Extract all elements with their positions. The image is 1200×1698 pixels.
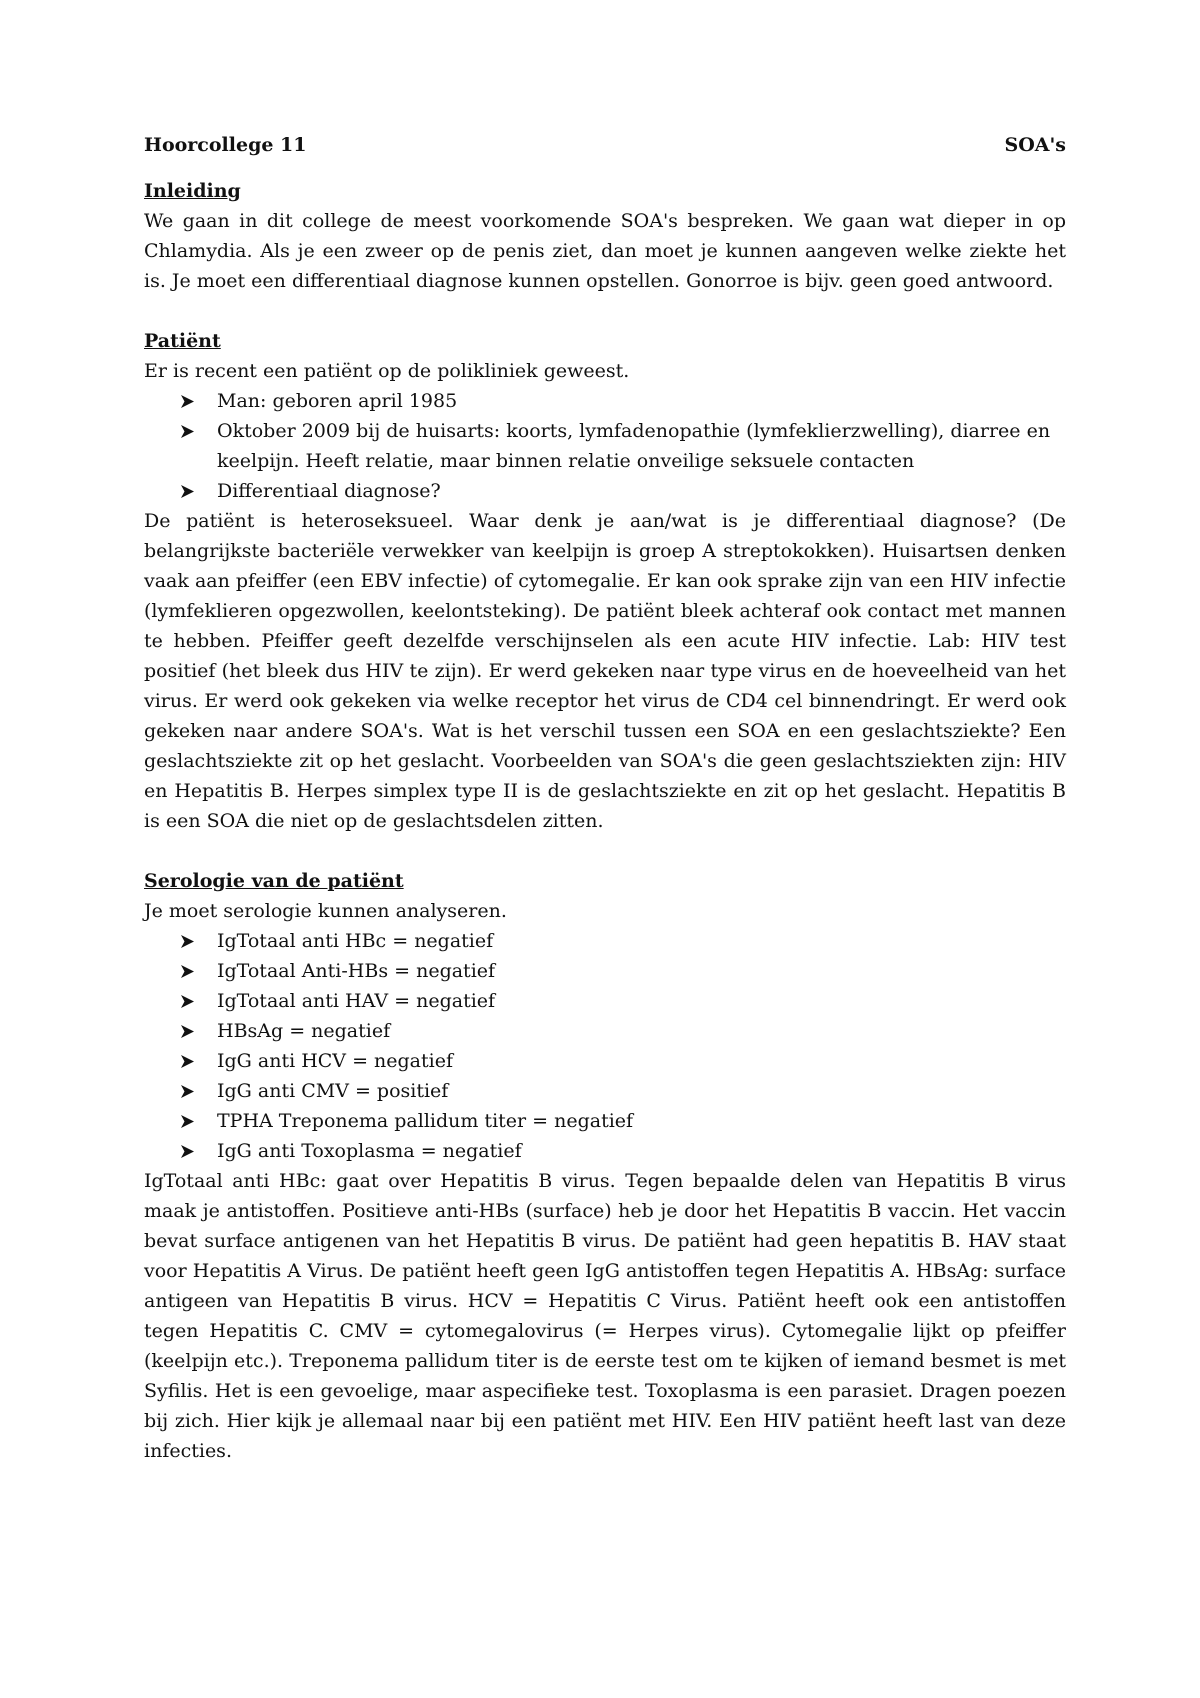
arrowhead-bullet-icon [180, 956, 196, 986]
arrowhead-bullet-icon [180, 1136, 196, 1166]
list-item-text: Oktober 2009 bij de huisarts: koorts, lymfadenopathie (lymfeklierzwelling), diarree en keelpijn. Heeft relatie, maar binnen relatie onveilige seksuele contacten [217, 420, 1051, 472]
section-spacer [144, 836, 1066, 866]
arrowhead-bullet-icon [180, 1106, 196, 1136]
list-item [217, 1106, 1066, 1136]
section-spacer [144, 296, 1066, 326]
document-page [144, 130, 1066, 1466]
paragraph-patient: De patiënt is heteroseksueel. Waar denk je aan/wat is je differentiaal diagnose? (De belangrijkste bacteriële verwekker van keelpijn is groep A streptokokken). Huisartsen denken vaak aan pfeiffer (een EBV infectie) of cytomegalie. Er kan ook sprake zijn van een HIV infectie (lymfeklieren opgezwollen, keelontsteking). De patiënt bleek achteraf ook contact met mannen te hebben. Pfeiffer geeft dezelfde verschijnselen als een acute HIV infectie. Lab: HIV test positief (het bleek dus HIV te zijn). Er werd gekeken naar type virus en de hoeveelheid van het virus. Er werd ook gekeken via welke receptor het virus de CD4 cel binnendringt. Er werd ook gekeken naar andere SOA's. Wat is het verschil tussen een SOA en een geslachtsziekte? Een geslachtsziekte zit op het geslacht. Voorbeelden van SOA's die geen geslachtsziekten zijn: HIV en Hepatitis B. Herpes simplex type II is de geslachtsziekte en zit op het geslacht. Hepatitis B is een SOA die niet op de geslachtsdelen zitten. [144, 510, 1066, 832]
document-header [144, 130, 1066, 160]
list-item-text: Differentiaal diagnose? [217, 480, 441, 502]
header-left-title: Hoorcollege 11 [144, 134, 307, 156]
paragraph-serologie: IgTotaal anti HBc: gaat over Hepatitis B virus. Tegen bepaalde delen van Hepatitis B virus maak je antistoffen. Positieve anti-HBs (surface) heb je door het Hepatitis B vaccin. Het vaccin bevat surface antigenen van het Hepatitis B virus. De patiënt had geen hepatitis B. HAV staat voor Hepatitis A Virus. De patiënt heeft geen IgG antistoffen tegen Hepatitis A. HBsAg: surface antigeen van Hepatitis B virus. HCV = Hepatitis C Virus. Patiënt heeft ook een antistoffen tegen Hepatitis C. CMV = cytomegalovirus (= Herpes virus). Cytomegalie lijkt op pfeiffer (keelpijn etc.). Treponema pallidum titer is de eerste test om te kijken of iemand besmet is met Syfilis. Het is een gevoelige, maar aspecifieke test. Toxoplasma is een parasiet. Dragen poezen bij zich. Hier kijk je allemaal naar bij een patiënt met HIV. Een HIV patiënt heeft last van deze infecties. [144, 1170, 1066, 1462]
paragraph-patient-intro: Er is recent een patiënt op de polikliniek geweest. [144, 360, 630, 382]
paragraph-inleiding: We gaan in dit college de meest voorkomende SOA's bespreken. We gaan wat dieper in op Chlamydia. Als je een zweer op de penis ziet, dan moet je kunnen aangeven welke ziekte het is. Je moet een differentiaal diagnose kunnen opstellen. Gonorroe is bijv. geen goed antwoord. [144, 210, 1066, 292]
arrowhead-bullet-icon [180, 1046, 196, 1076]
paragraph-serologie-intro: Je moet serologie kunnen analyseren. [144, 900, 507, 922]
list-item [217, 1016, 1066, 1046]
list-item-text: Man: geboren april 1985 [217, 390, 458, 412]
list-item [217, 476, 1066, 506]
header-right-title: SOA's [1004, 134, 1066, 156]
list-item-text: IgG anti HCV = negatief [217, 1050, 453, 1072]
heading-serologie: Serologie van de patiënt [144, 870, 404, 892]
list-item [217, 386, 1066, 416]
list-item-text: IgTotaal anti HAV = negatief [217, 990, 496, 1012]
list-item [217, 926, 1066, 956]
list-item-text: IgG anti CMV = positief [217, 1080, 449, 1102]
list-item [217, 1076, 1066, 1106]
arrowhead-bullet-icon [180, 1016, 196, 1046]
list-item [217, 1046, 1066, 1076]
arrowhead-bullet-icon [180, 416, 196, 446]
list-item [217, 956, 1066, 986]
arrowhead-bullet-icon [180, 386, 196, 416]
arrowhead-bullet-icon [180, 926, 196, 956]
heading-patient: Patiënt [144, 330, 221, 352]
arrowhead-bullet-icon [180, 1076, 196, 1106]
list-item-text: IgG anti Toxoplasma = negatief [217, 1140, 522, 1162]
list-item-text: HBsAg = negatief [217, 1020, 391, 1042]
arrowhead-bullet-icon [180, 476, 196, 506]
list-item [217, 1136, 1066, 1166]
list-item-text: IgTotaal anti HBc = negatief [217, 930, 494, 952]
list-item-text: IgTotaal Anti-HBs = negatief [217, 960, 496, 982]
heading-inleiding: Inleiding [144, 180, 241, 202]
list-item [217, 986, 1066, 1016]
list-item-text: TPHA Treponema pallidum titer = negatief [217, 1110, 634, 1132]
serologie-bullet-list [144, 926, 1066, 1166]
patient-bullet-list [144, 386, 1066, 506]
list-item [217, 416, 1066, 476]
arrowhead-bullet-icon [180, 986, 196, 1016]
